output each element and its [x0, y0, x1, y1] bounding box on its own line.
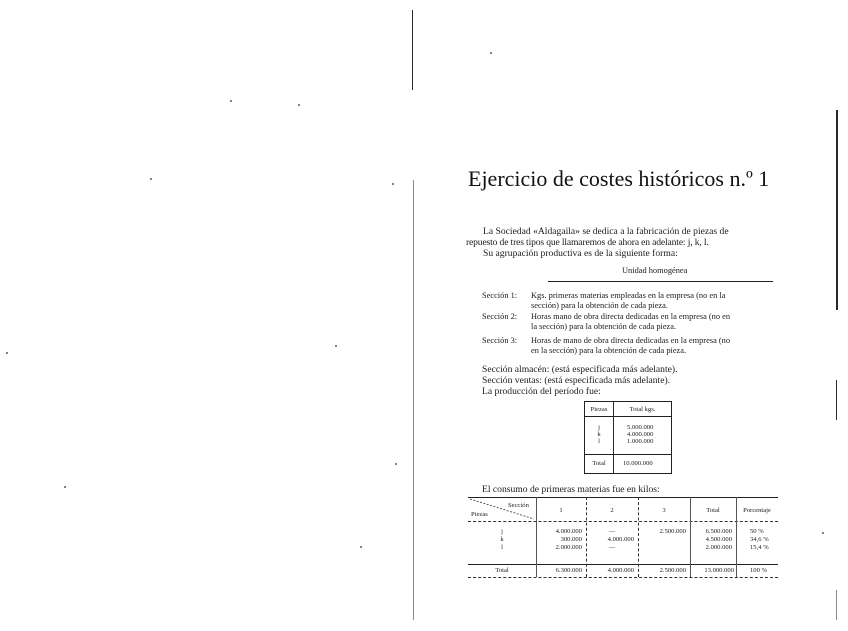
binding-line-left — [412, 10, 413, 90]
consumption-header-3: 3 — [662, 507, 666, 514]
speck — [392, 183, 394, 185]
page-edge-right-bottom — [836, 590, 837, 620]
consumption-total-cell: 2.500.000 — [659, 567, 686, 574]
consumption-cell: 2.000.000 — [705, 544, 732, 551]
consumption-cell: 2.500.000 — [659, 528, 686, 535]
consumption-row-piece: l — [501, 544, 503, 551]
page-edge-right-lower — [836, 380, 837, 420]
speck — [490, 52, 492, 54]
consumption-table — [468, 497, 778, 577]
consumption-total-label: Total — [495, 567, 509, 574]
section-3-text-1: Horas de mano de obra directa dedicadas en la empresa (no — [531, 336, 731, 345]
section-2-text-1: Horas mano de obra directa dedicadas en la empresa (no en — [531, 312, 731, 321]
consumption-cell: — — [608, 544, 616, 551]
consumption-header-1: 1 — [559, 507, 563, 514]
consumption-total-cell: 100 % — [750, 567, 768, 574]
consumption-header-2: 2 — [610, 507, 614, 514]
section-2-text-2: la sección) para la obtención de cada pieza. — [531, 322, 677, 331]
page-edge-right — [836, 110, 838, 310]
intro-line-2: repuesto de tres tipos que llamaremos de ahora en adelante: j, k, l. — [466, 237, 709, 248]
production-table — [584, 401, 672, 474]
page-title: Ejercicio de costes históricos n.º 1 — [468, 166, 770, 191]
consumption-cell: 6.500.000 — [705, 528, 732, 535]
unit-header: Unidad homogénea — [622, 266, 688, 275]
consumption-row-piece: j — [501, 528, 503, 535]
consumption-cell: 50 % — [750, 528, 764, 535]
speck — [64, 486, 66, 488]
intro-line-3: Su agrupación productiva es de la siguiente forma: — [483, 248, 678, 259]
consumption-header-rule — [468, 521, 778, 522]
consumption-total-rule — [468, 564, 778, 565]
intro-line-1: La Sociedad «Aldagaila» se dedica a la fabricación de piezas de — [483, 226, 729, 237]
production-row-value: 1.000.000 — [627, 438, 654, 445]
speck — [395, 463, 397, 465]
binding-line-left-lower — [413, 180, 414, 620]
consumption-total-cell: 4.000.000 — [607, 567, 634, 574]
consumption-intro: El consumo de primeras materias fue en kilos: — [482, 484, 660, 495]
speck — [150, 178, 152, 180]
production-total-value: 10.000.000 — [623, 460, 653, 467]
note-produccion: La producción del período fue: — [482, 386, 601, 397]
production-header-total: Total kgs. — [629, 406, 656, 413]
consumption-cell: 4.000.000 — [607, 536, 634, 543]
production-row-value: 5.000.000 — [627, 424, 654, 431]
note-almacen: Sección almacén: (está especificada más adelante). — [482, 364, 678, 375]
corner-label-piezas: Piezas — [471, 511, 488, 518]
section-1-text-1: Kgs. primeras materias empleadas en la empresa (no en la — [531, 291, 726, 300]
consumption-cell: 34,6 % — [750, 536, 769, 543]
consumption-cell: 300.000 — [560, 536, 582, 543]
production-row-piece: l — [598, 438, 600, 445]
corner-label-section: Sección — [508, 502, 529, 509]
production-row-value: 4.000.000 — [627, 431, 654, 438]
production-total-label: Total — [592, 460, 606, 467]
speck — [360, 546, 362, 548]
consumption-cell: 2.000.000 — [555, 544, 582, 551]
consumption-cell: — — [608, 528, 616, 535]
consumption-bottom-rule — [468, 577, 778, 578]
production-row-piece: k — [597, 431, 601, 438]
unit-header-rule — [548, 281, 773, 282]
speck — [335, 345, 337, 347]
section-1-text-2: sección) para la obtención de cada pieza. — [531, 301, 668, 310]
consumption-cell: 15,4 % — [750, 544, 769, 551]
consumption-header-total: Total — [706, 507, 720, 514]
consumption-total-cell: 13.000.000 — [704, 567, 734, 574]
consumption-header-percent: Porcentaje — [743, 507, 771, 514]
production-row-piece: j — [598, 424, 600, 431]
section-2-label: Sección 2: — [482, 312, 518, 321]
consumption-row-piece: k — [500, 536, 504, 543]
speck — [298, 104, 300, 106]
production-table-header-rule — [585, 416, 671, 417]
note-ventas: Sección ventas: (está especificada más adelante). — [482, 375, 671, 386]
consumption-cell: 4.000.000 — [555, 528, 582, 535]
speck — [230, 100, 232, 102]
consumption-total-cell: 6.300.000 — [555, 567, 582, 574]
speck — [6, 352, 8, 354]
production-header-piezas: Piezas — [590, 406, 608, 413]
consumption-cell: 4.500.000 — [705, 536, 732, 543]
section-3-label: Sección 3: — [482, 336, 518, 345]
section-3-text-2: en la sección) para la obtención de cada pieza. — [531, 346, 687, 355]
speck — [822, 532, 824, 534]
production-table-total-rule — [585, 454, 671, 455]
section-1-label: Sección 1: — [482, 291, 518, 300]
